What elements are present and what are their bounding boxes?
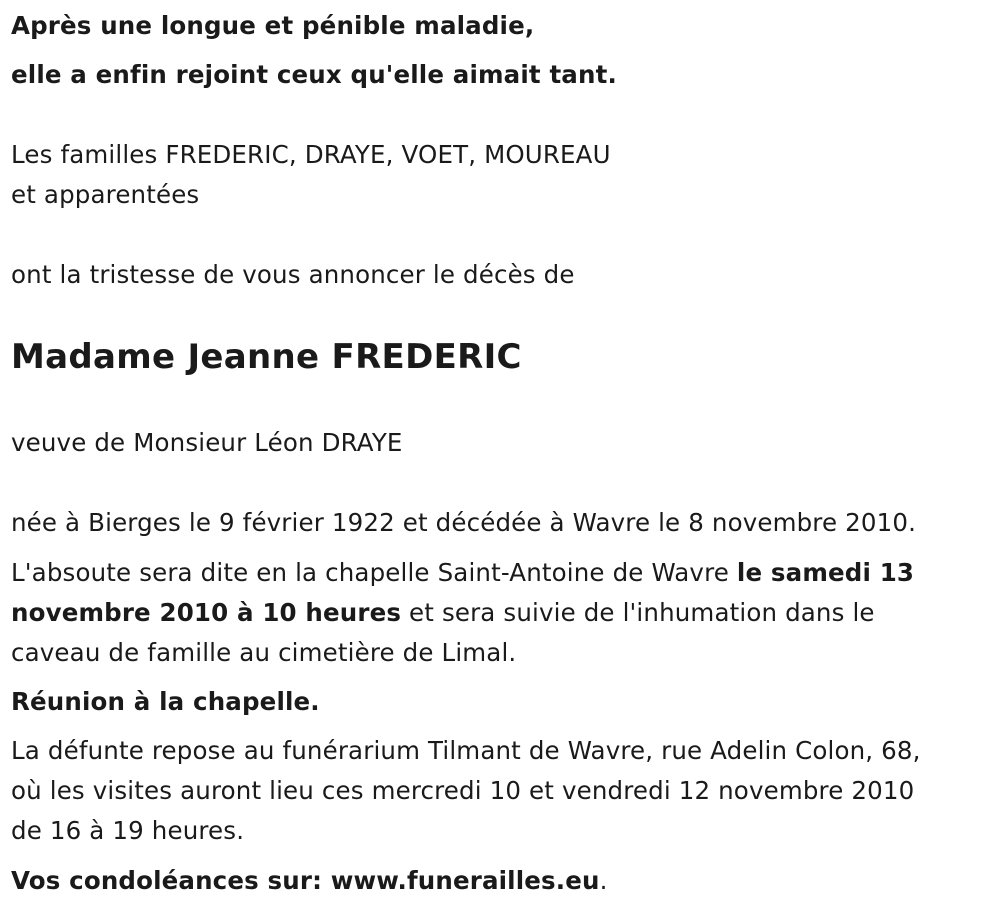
ceremony-text-part-2: et sera suivie de l'inhumation dans le xyxy=(401,598,875,627)
condolences-suffix: . xyxy=(599,866,608,895)
condolences-line xyxy=(11,866,608,896)
visits-line-2: où les visites auront lieu ces mercredi 10 et vendredi 12 novembre 2010 xyxy=(11,776,915,805)
condolences-link[interactable]: Vos condoléances sur: www.funerailles.eu xyxy=(11,866,600,895)
visits-line-3: de 16 à 19 heures. xyxy=(11,816,245,845)
meeting-text: Réunion à la chapelle. xyxy=(11,687,320,716)
birth-death-text: née à Bierges le 9 février 1922 et décédée à Wavre le 8 novembre 2010. xyxy=(11,508,917,537)
ceremony-date-bold-b: novembre 2010 à 10 heures xyxy=(11,598,402,627)
intro-line-2: elle a enfin rejoint ceux qu'elle aimait tant. xyxy=(11,60,617,89)
families-line-2: et apparentées xyxy=(11,180,200,209)
ceremony-line-3: caveau de famille au cimetière de Limal. xyxy=(11,638,517,667)
ceremony-date-bold-a: le samedi 13 xyxy=(736,558,915,587)
intro-line-1: Après une longue et pénible maladie, xyxy=(11,11,535,40)
announcement-text: ont la tristesse de vous annoncer le décès de xyxy=(11,260,575,289)
deceased-name: Madame Jeanne FREDERIC xyxy=(11,337,522,377)
ceremony-line-2 xyxy=(11,598,875,628)
families-line-1: Les familles FREDERIC, DRAYE, VOET, MOUREAU xyxy=(11,140,611,169)
spouse-text: veuve de Monsieur Léon DRAYE xyxy=(11,428,403,457)
ceremony-line-1 xyxy=(11,558,914,588)
ceremony-text-part-1: L'absoute sera dite en la chapelle Saint-Antoine de Wavre xyxy=(11,558,737,587)
visits-line-1: La défunte repose au funérarium Tilmant de Wavre, rue Adelin Colon, 68, xyxy=(11,736,921,765)
